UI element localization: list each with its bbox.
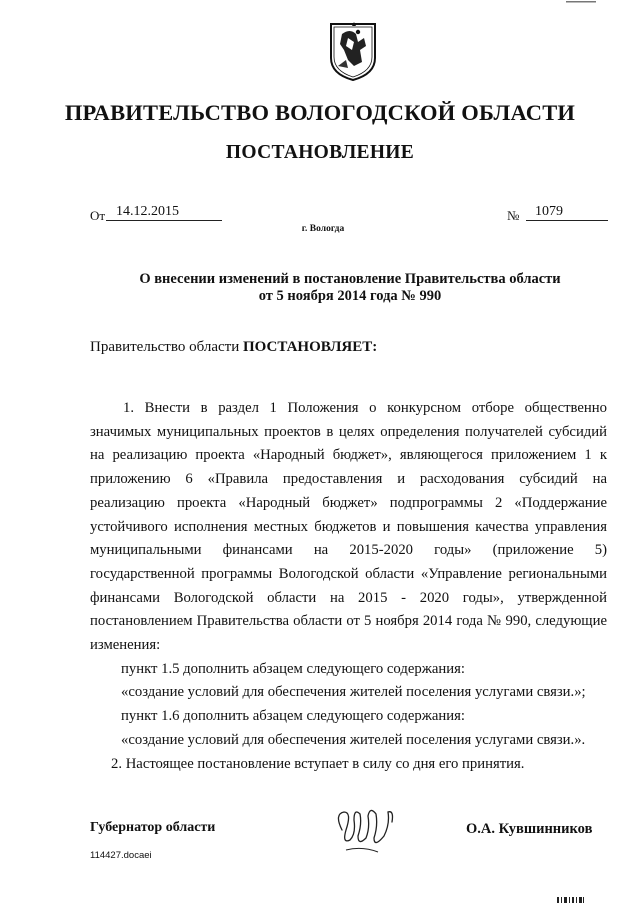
paragraph-2: 2. Настоящее постановление вступает в силу со дня его принятия. [111,755,525,772]
handwritten-signature [332,800,404,860]
city-label: г. Вологда [301,224,345,234]
signer-name: О.А. Кувшинников [466,821,593,837]
coat-of-arms-emblem [328,20,378,82]
document-date: 14.12.2015 [106,205,222,221]
amendment-item-2: пункт 1.6 дополнить абзацем следующего содержания: [121,708,465,725]
amendment-item-1: пункт 1.5 дополнить абзацем следующего содержания: [121,660,465,677]
document-body [90,397,607,776]
signer-position: Губернатор области [90,820,216,835]
decree-lead: Правительство области [90,339,243,355]
government-title: ПРАВИТЕЛЬСТВО ВОЛОГОДСКОЙ ОБЛАСТИ [64,100,576,125]
amendment-quote-1: «создание условий для обеспечения жителей поселения услугами связи.»; [121,684,586,701]
decree-emphasis: ПОСТАНОВЛЯЕТ: [242,339,378,355]
file-reference: 114427.docaei [90,850,152,861]
scan-edge-mark [566,0,596,4]
subject-line-1: О внесении изменений в постановление Правительства области [139,271,561,287]
number-prefix: № [507,208,520,223]
amendment-quote-2: «создание условий для обеспечения жителей поселения услугами связи.». [121,731,586,748]
decree-line [90,339,377,356]
document-type-title: ПОСТАНОВЛЕНИЕ [225,142,415,163]
document-subject [90,271,610,305]
subject-line-2: от 5 ноября 2014 года № 990 [258,288,442,304]
document-number: 1079 [526,205,608,221]
paragraph-1: 1. Внести в раздел 1 Положения о конкурсном отборе общественно значимых муниципальных проектов в целях определения получателей субсидий на реализацию проекта «Народный бюджет», являющегося приложением 1 к приложению 6 «Правила предоставления и расходования субсидий на реализацию проекта «Народный бюджет» подпрограммы 2 «Поддержание устойчивого исполнения местных бюджетов и повышения качества управления муниципальными финансами на 2015-2020 годы» (приложение 5) государственной программы Вологодской области «Управление региональными финансами Вологодской области на 2015 - 2020 годы», утвержденной постановлением Правительства области от 5 ноября 2014 года № 990, следующие изменения: [90,400,607,654]
date-prefix: От [90,208,106,223]
barcode-mark [557,897,585,903]
